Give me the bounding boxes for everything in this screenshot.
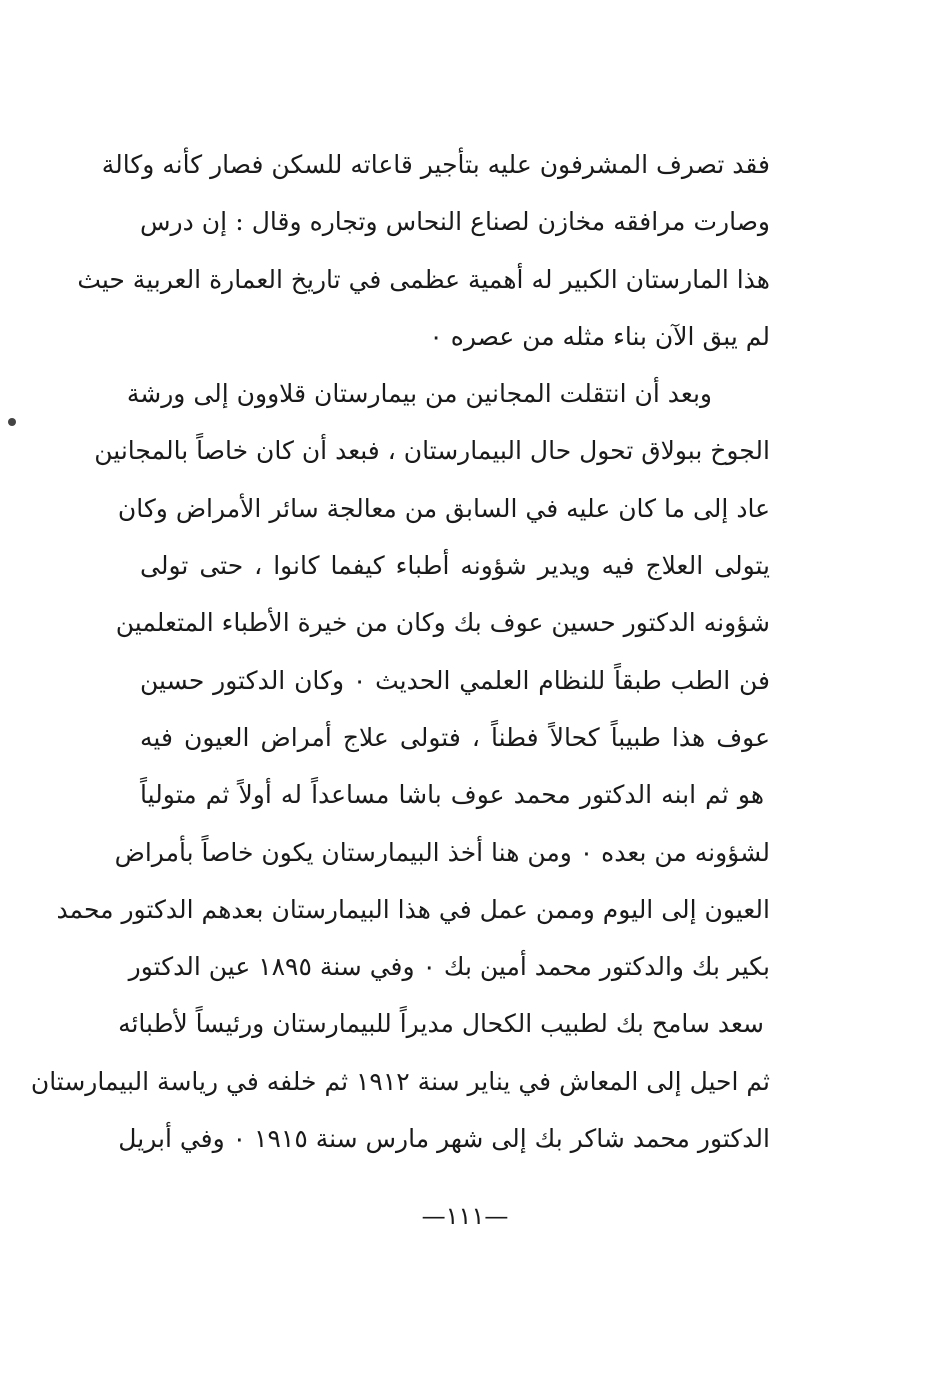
paragraph-start-line: وبعد أن انتقلت المجانين من بيمارستان قلاوون إلى ورشة bbox=[126, 379, 712, 409]
text-line: لشؤونه من بعده ٠ ومن هنا أخذ البيمارستان يكون خاصاً بأمراض bbox=[114, 837, 770, 867]
text-line: شؤونه الدكتور حسين عوف بك وكان من خيرة الأطباء المتعلمين bbox=[115, 608, 770, 638]
text-line: سعد سامح بك لطبيب الكحال مديراً للبيمارستان ورئيساً لأطبائه bbox=[118, 1009, 764, 1039]
text-line: لم يبق الآن بناء مثله من عصره ٠ bbox=[429, 321, 770, 351]
text-line: فن الطب طبقاً للنظام العلمي الحديث ٠ وكان الدكتور حسين bbox=[140, 665, 770, 695]
text-line: الدكتور محمد شاكر بك إلى شهر مارس سنة ١٩١٥ ٠ وفي أبريل bbox=[118, 1124, 770, 1154]
text-line: عاد إلى ما كان عليه في السابق من معالجة سائر الأمراض وكان bbox=[117, 493, 770, 523]
text-line: هذا المارستان الكبير له أهمية عظمى في تاريخ العمارة العربية حيث bbox=[77, 264, 770, 294]
text-line: ثم احيل إلى المعاش في يناير سنة ١٩١٢ ثم خلفه في رياسة البيمارستان bbox=[30, 1066, 770, 1096]
text-line: العيون إلى اليوم وممن عمل في هذا البيمارستان بعدهم الدكتور محمد bbox=[56, 894, 770, 924]
body-text bbox=[30, 136, 770, 1167]
text-line: فقد تصرف المشرفون عليه بتأجير قاعاته للسكن فصار كأنه وكالة bbox=[101, 150, 770, 179]
text-line: بكير بك والدكتور محمد أمين بك ٠ وفي سنة ١٨٩٥ عين الدكتور bbox=[128, 952, 770, 982]
text-line: الجوخ ببولاق تحول حال البيمارستان ، فبعد أن كان خاصاً بالمجانين bbox=[94, 436, 770, 466]
margin-mark bbox=[8, 418, 16, 426]
text-line: هو ثم ابنه الدكتور محمد عوف باشا مساعداً له أولاً ثم متولياً bbox=[140, 780, 764, 810]
text-line: يتولى العلاج فيه ويدير شؤونه أطباء كيفما كانوا ، حتى تولى bbox=[140, 551, 770, 581]
text-line: وصارت مرافقه مخازن لصناع النحاس وتجاره وقال : إن درس bbox=[140, 207, 770, 237]
page-number: —١١١— bbox=[421, 1202, 509, 1230]
text-line: عوف هذا طبيباً كحالاً فطناً ، فتولى علاج أمراض العيون فيه bbox=[140, 722, 770, 752]
